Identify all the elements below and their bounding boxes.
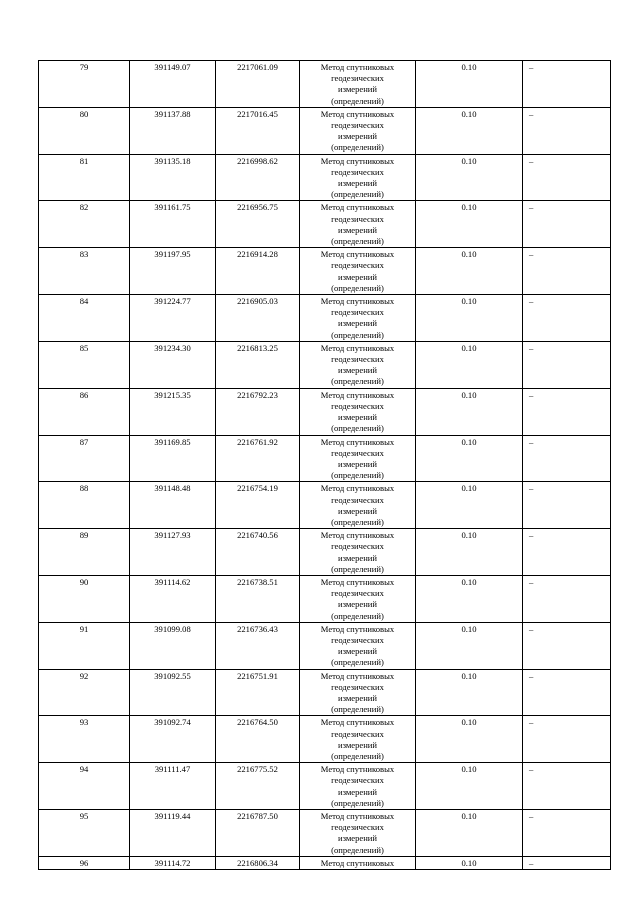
table-row	[39, 763, 611, 810]
note-cell: –	[523, 716, 611, 763]
method-cell	[300, 622, 416, 669]
accuracy-cell: 0.10	[416, 201, 523, 248]
method-line: Метод спутниковых	[320, 623, 395, 634]
y-coordinate-cell: 2217016.45	[216, 107, 300, 154]
note-cell: –	[523, 435, 611, 482]
method-line: Метод спутниковых	[320, 389, 395, 400]
accuracy-cell: 0.10	[416, 248, 523, 295]
point-number-cell: 82	[39, 201, 130, 248]
accuracy-cell: 0.10	[416, 154, 523, 201]
x-coordinate-cell: 391234.30	[130, 341, 216, 388]
table-row	[39, 575, 611, 622]
method-cell	[300, 201, 416, 248]
method-line: геодезических	[331, 307, 384, 318]
point-number-cell: 83	[39, 248, 130, 295]
y-coordinate-cell: 2216736.43	[216, 622, 300, 669]
method-cell	[300, 716, 416, 763]
method-line: измерений	[337, 786, 378, 797]
method-line: Метод спутниковых	[320, 811, 395, 821]
method-line: (определений)	[331, 236, 384, 247]
y-coordinate-cell: 2216905.03	[216, 295, 300, 342]
table-row	[39, 107, 611, 154]
table-row	[39, 435, 611, 482]
method-line: геодезических	[331, 728, 384, 739]
point-number-cell: 89	[39, 529, 130, 576]
method-cell	[300, 295, 416, 342]
method-line: геодезических	[331, 588, 384, 599]
method-line: Метод спутниковых	[320, 576, 395, 587]
accuracy-cell: 0.10	[416, 341, 523, 388]
accuracy-cell: 0.10	[416, 622, 523, 669]
method-line: Метод спутниковых	[320, 108, 395, 119]
x-coordinate-cell: 391092.74	[130, 716, 216, 763]
method-line: (определений)	[331, 516, 384, 527]
method-line: Метод спутниковых	[320, 155, 395, 166]
point-number-cell: 94	[39, 763, 130, 810]
method-line: измерений	[337, 833, 378, 844]
method-line: измерений	[337, 739, 378, 750]
point-number-cell: 86	[39, 388, 130, 435]
y-coordinate-cell: 2216998.62	[216, 154, 300, 201]
method-line: геодезических	[331, 775, 384, 786]
method-line: (определений)	[331, 750, 384, 761]
table-row	[39, 388, 611, 435]
method-cell	[300, 669, 416, 716]
point-number-cell: 84	[39, 295, 130, 342]
accuracy-cell: 0.10	[416, 107, 523, 154]
method-cell	[300, 435, 416, 482]
method-line: геодезических	[331, 494, 384, 505]
point-number-cell: 87	[39, 435, 130, 482]
method-line: геодезических	[331, 822, 384, 833]
accuracy-cell: 0.10	[416, 482, 523, 529]
table-row	[39, 529, 611, 576]
note-cell: –	[523, 856, 611, 869]
method-line: геодезических	[331, 73, 384, 84]
x-coordinate-cell: 391149.07	[130, 61, 216, 108]
method-line: (определений)	[331, 844, 384, 855]
x-coordinate-cell: 391197.95	[130, 248, 216, 295]
accuracy-cell: 0.10	[416, 856, 523, 869]
method-line: (определений)	[331, 657, 384, 668]
method-line: Метод спутниковых	[320, 530, 395, 541]
y-coordinate-cell: 2217061.09	[216, 61, 300, 108]
method-line: Метод спутниковых	[320, 249, 395, 260]
y-coordinate-cell: 2216754.19	[216, 482, 300, 529]
point-number-cell: 80	[39, 107, 130, 154]
note-cell: –	[523, 248, 611, 295]
y-coordinate-cell: 2216806.34	[216, 856, 300, 869]
note-cell: –	[523, 107, 611, 154]
method-line: измерений	[337, 599, 378, 610]
y-coordinate-cell: 2216956.75	[216, 201, 300, 248]
method-line: (определений)	[331, 329, 384, 340]
method-line: (определений)	[331, 610, 384, 621]
table-body	[39, 61, 611, 870]
method-cell	[300, 248, 416, 295]
method-line: Метод спутниковых	[320, 296, 395, 307]
y-coordinate-cell: 2216738.51	[216, 575, 300, 622]
accuracy-cell: 0.10	[416, 435, 523, 482]
method-line: измерений	[337, 271, 378, 282]
method-line: геодезических	[331, 354, 384, 365]
point-number-cell: 96	[39, 856, 130, 869]
method-line: Метод спутниковых	[320, 670, 395, 681]
note-cell: –	[523, 622, 611, 669]
method-cell	[300, 341, 416, 388]
y-coordinate-cell: 2216775.52	[216, 763, 300, 810]
method-line: измерений	[337, 505, 378, 516]
y-coordinate-cell: 2216751.91	[216, 669, 300, 716]
method-line: Метод спутниковых	[320, 436, 395, 447]
method-line: измерений	[337, 318, 378, 329]
note-cell: –	[523, 341, 611, 388]
x-coordinate-cell: 391092.55	[130, 669, 216, 716]
table-row	[39, 61, 611, 108]
note-cell: –	[523, 810, 611, 857]
note-cell: –	[523, 295, 611, 342]
method-line: геодезических	[331, 260, 384, 271]
x-coordinate-cell: 391127.93	[130, 529, 216, 576]
x-coordinate-cell: 391161.75	[130, 201, 216, 248]
method-line: Метод спутниковых	[320, 202, 395, 213]
table-row	[39, 341, 611, 388]
x-coordinate-cell: 391099.08	[130, 622, 216, 669]
y-coordinate-cell: 2216792.23	[216, 388, 300, 435]
method-cell	[300, 529, 416, 576]
method-line: (определений)	[331, 470, 384, 481]
coordinates-table	[38, 60, 611, 870]
method-cell	[300, 154, 416, 201]
point-number-cell: 81	[39, 154, 130, 201]
method-line: геодезических	[331, 634, 384, 645]
x-coordinate-cell: 391135.18	[130, 154, 216, 201]
note-cell: –	[523, 575, 611, 622]
table-row	[39, 622, 611, 669]
method-line: геодезических	[331, 681, 384, 692]
method-cell	[300, 107, 416, 154]
method-line: измерений	[337, 224, 378, 235]
table-row	[39, 669, 611, 716]
method-line: геодезических	[331, 541, 384, 552]
y-coordinate-cell: 2216813.25	[216, 341, 300, 388]
table-row	[39, 482, 611, 529]
method-line: Метод спутниковых	[320, 764, 395, 775]
accuracy-cell: 0.10	[416, 575, 523, 622]
method-line: Метод спутниковых	[320, 342, 395, 353]
method-cell	[300, 810, 416, 857]
accuracy-cell: 0.10	[416, 763, 523, 810]
point-number-cell: 92	[39, 669, 130, 716]
point-number-cell: 88	[39, 482, 130, 529]
method-line: (определений)	[331, 563, 384, 574]
method-line: (определений)	[331, 376, 384, 387]
method-cell: Метод спутниковых	[300, 856, 416, 869]
note-cell: –	[523, 154, 611, 201]
x-coordinate-cell: 391169.85	[130, 435, 216, 482]
method-line: (определений)	[331, 797, 384, 808]
table-row	[39, 716, 611, 763]
method-line: измерений	[337, 365, 378, 376]
note-cell: –	[523, 482, 611, 529]
accuracy-cell: 0.10	[416, 529, 523, 576]
table-row	[39, 154, 611, 201]
method-cell	[300, 482, 416, 529]
method-line: (определений)	[331, 95, 384, 106]
method-line: (определений)	[331, 704, 384, 715]
method-line: (определений)	[331, 142, 384, 153]
table-row	[39, 295, 611, 342]
method-line: измерений	[337, 412, 378, 423]
y-coordinate-cell: 2216761.92	[216, 435, 300, 482]
accuracy-cell: 0.10	[416, 810, 523, 857]
x-coordinate-cell: 391114.62	[130, 575, 216, 622]
x-coordinate-cell: 391148.48	[130, 482, 216, 529]
x-coordinate-cell: 391215.35	[130, 388, 216, 435]
method-line: измерений	[337, 692, 378, 703]
method-line: Метод спутниковых	[320, 62, 395, 72]
x-coordinate-cell: 391119.44	[130, 810, 216, 857]
point-number-cell: 93	[39, 716, 130, 763]
accuracy-cell: 0.10	[416, 295, 523, 342]
y-coordinate-cell: 2216764.50	[216, 716, 300, 763]
accuracy-cell: 0.10	[416, 61, 523, 108]
table-row	[39, 810, 611, 857]
table-row	[39, 856, 611, 869]
method-line: измерений	[337, 646, 378, 657]
x-coordinate-cell: 391137.88	[130, 107, 216, 154]
method-line: геодезических	[331, 213, 384, 224]
method-line: (определений)	[331, 189, 384, 200]
note-cell: –	[523, 763, 611, 810]
method-line: измерений	[337, 131, 378, 142]
method-cell	[300, 388, 416, 435]
method-line: (определений)	[331, 282, 384, 293]
y-coordinate-cell: 2216914.28	[216, 248, 300, 295]
table-row	[39, 201, 611, 248]
point-number-cell: 95	[39, 810, 130, 857]
method-line: Метод спутниковых	[320, 483, 395, 494]
method-line: Метод спутниковых	[320, 717, 395, 728]
point-number-cell: 85	[39, 341, 130, 388]
method-line: геодезических	[331, 400, 384, 411]
accuracy-cell: 0.10	[416, 388, 523, 435]
y-coordinate-cell: 2216740.56	[216, 529, 300, 576]
table-row	[39, 248, 611, 295]
note-cell: –	[523, 201, 611, 248]
point-number-cell: 90	[39, 575, 130, 622]
method-line: измерений	[337, 84, 378, 95]
method-cell	[300, 763, 416, 810]
point-number-cell: 79	[39, 61, 130, 108]
note-cell: –	[523, 529, 611, 576]
note-cell: –	[523, 61, 611, 108]
method-cell	[300, 61, 416, 108]
y-coordinate-cell: 2216787.50	[216, 810, 300, 857]
method-line: геодезических	[331, 447, 384, 458]
method-line: измерений	[337, 458, 378, 469]
note-cell: –	[523, 669, 611, 716]
method-line: измерений	[337, 552, 378, 563]
point-number-cell: 91	[39, 622, 130, 669]
accuracy-cell: 0.10	[416, 669, 523, 716]
method-line: геодезических	[331, 166, 384, 177]
x-coordinate-cell: 391111.47	[130, 763, 216, 810]
method-cell	[300, 575, 416, 622]
accuracy-cell: 0.10	[416, 716, 523, 763]
method-line: геодезических	[331, 120, 384, 131]
note-cell: –	[523, 388, 611, 435]
method-line: (определений)	[331, 423, 384, 434]
method-line: измерений	[337, 178, 378, 189]
x-coordinate-cell: 391114.72	[130, 856, 216, 869]
x-coordinate-cell: 391224.77	[130, 295, 216, 342]
